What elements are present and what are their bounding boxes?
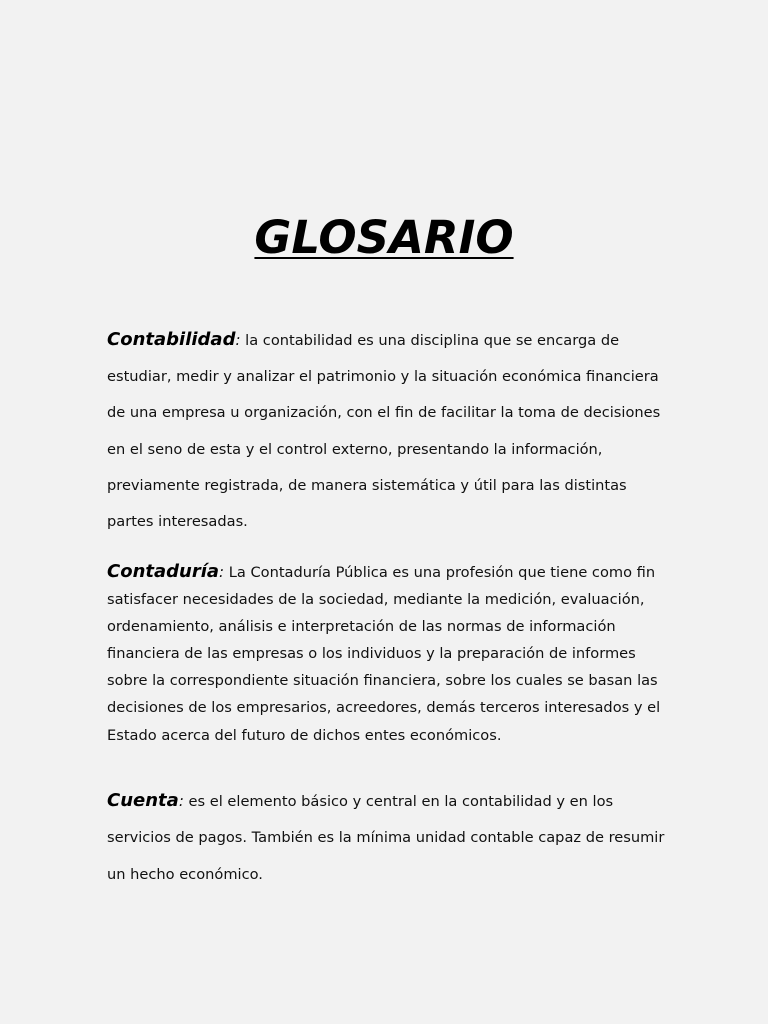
glossary-term: Cuenta (107, 790, 179, 811)
term-separator: : (235, 331, 241, 349)
glossary-definition: la contabilidad es una disciplina que se encarga de estudiar, medir y analizar el patrimonio y la situación económica financiera de una empresa u organización, con el fin de facilitar la toma de decisiones en el seno de esta y el control externo, presentando la información, previamente registrada, de manera sistemática y útil para las distintas partes interesadas. (107, 332, 661, 531)
glossary-definition: es el elemento básico y central en la contabilidad y en los servicios de pagos. También es la mínima unidad contable capaz de resumir un hecho económico. (107, 793, 665, 883)
term-separator: : (219, 563, 225, 581)
glossary-entry-contaduria (107, 558, 667, 749)
glossary-entry-cuenta (107, 783, 667, 893)
glossary-term: Contabilidad (107, 329, 236, 350)
glossary-definition: La Contaduría Pública es una profesión que tiene como fin satisfacer necesidades de la sociedad, mediante la medición, evaluación, ordenamiento, análisis e interpretación de las normas de información financiera de las empresas o los individuos y la preparación de informes sobre la correspondiente situación financiera, sobre los cuales se basan las decisiones de los empresarios, acreedores, demás terceros interesados y el Estado acerca del futuro de dichos entes económicos. (107, 564, 661, 744)
term-separator: : (178, 792, 184, 810)
page-title (0, 208, 768, 268)
page-title-text: GLOSARIO (254, 211, 514, 264)
glossary-term: Contaduría (107, 561, 220, 582)
glossary-entry-contabilidad (107, 322, 667, 540)
